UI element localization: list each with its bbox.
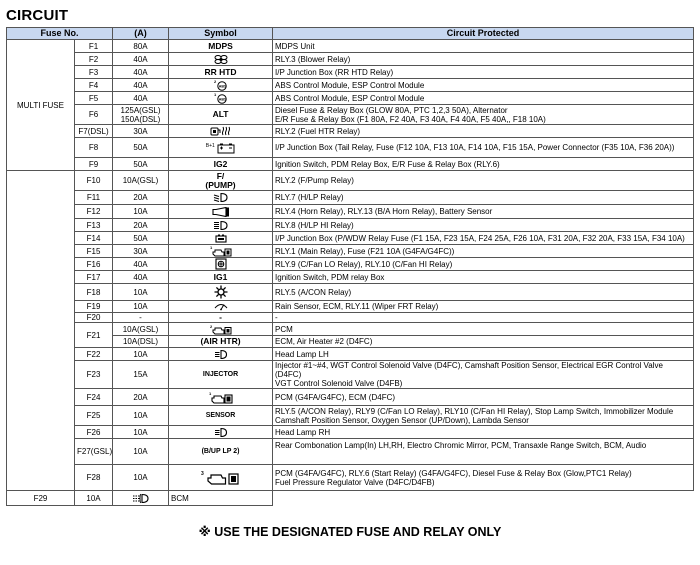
circuit-text: ABS Control Module, ESP Control Module (273, 92, 694, 105)
circuit-text: Fuel Pressure Regulator Valve (D4FC/D4FB) (275, 477, 435, 487)
table-row (7, 348, 694, 361)
circuit-text: Ignition Switch, PDM relay Box (273, 271, 694, 284)
symbol-cell (169, 191, 273, 205)
symbol-cell (169, 389, 273, 406)
symbol-text: (PUMP) (205, 179, 236, 190)
fuse-no: F23 (75, 361, 113, 389)
fuse-no: F12 (75, 205, 113, 219)
fuse-no: F3 (75, 66, 113, 79)
symbol-text: INJECTOR (169, 361, 273, 389)
symbol-cell (169, 323, 273, 336)
symbol-text: RR HTD (169, 66, 273, 79)
table-row (7, 245, 694, 258)
fuse-amp: 40A (113, 79, 169, 92)
circuit-text: Ignition Switch, PDM Relay Box, E/R Fuse & Relay Box (RLY.6) (273, 158, 694, 171)
fuse-amp: 10A (113, 439, 169, 465)
symbol-text: MDPS (169, 40, 273, 53)
circuit-text: Injector #1~#4, WGT Control Solenoid Valve (D4FC), Camshaft Position Sensor, Electrical EGR Control Valve (D4FC) (275, 361, 663, 379)
fuse-no: F6 (75, 105, 113, 125)
fuse-amp: 10A (113, 348, 169, 361)
svg-text:2: 2 (209, 323, 212, 329)
page-title: CIRCUIT (6, 7, 69, 24)
table-row (7, 301, 694, 313)
fuse-no: F10 (75, 171, 113, 191)
table-row (7, 439, 694, 465)
circuit-text: RLY.1 (Main Relay), Fuse (F21 10A (G4FA/G4FC)) (273, 245, 694, 258)
symbol-cell (169, 219, 273, 232)
svg-text:2: 2 (213, 79, 216, 84)
circuit-text: ECM, Air Heater #2 (D4FC) (273, 336, 694, 348)
fuse-no: F4 (75, 79, 113, 92)
table-row (7, 232, 694, 245)
svg-text:ABS: ABS (218, 97, 226, 102)
symbol-text: IG1 (169, 271, 273, 284)
table-row (7, 191, 694, 205)
fuse-amp: 50A (113, 138, 169, 158)
ac-icon (214, 285, 228, 299)
fuse-amp: 10A(DSL) (113, 336, 169, 348)
svg-text:1: 1 (209, 245, 212, 250)
table-row (7, 491, 694, 506)
fuse-no: F28 (75, 465, 113, 491)
symbol-cell (113, 491, 169, 506)
fuse-amp: 50A (113, 158, 169, 171)
circuit-text: Head Lamp LH (273, 348, 694, 361)
fuse-amp: 30A (113, 245, 169, 258)
circuit-text: RLY.7 (H/LP Relay) (273, 191, 694, 205)
fuse-no: F5 (75, 92, 113, 105)
fuse-amp: 15A (113, 361, 169, 389)
circuit-text: Diesel Fuse & Relay Box (GLOW 80A, PTC 1,2,3 50A), Alternator (275, 105, 508, 115)
symbol-text: (AIR HTR) (169, 336, 273, 348)
engine-4-icon (206, 470, 240, 486)
fuse-no: F15 (75, 245, 113, 258)
table-row (7, 465, 694, 491)
fuse-amp-dsl: 150A(DSL) (120, 114, 161, 124)
table-row (7, 389, 694, 406)
circuit-text: RLY.4 (Horn Relay), RLY.13 (B/A Horn Relay), Battery Sensor (273, 205, 694, 219)
table-row (7, 79, 694, 92)
wiper-icon (214, 302, 228, 311)
table-row (7, 158, 694, 171)
circuit-text: RLY.5 (A/CON Relay), RLY9 (C/Fan LO Relay), RLY10 (C/Fan HI Relay), Stop Lamp Switch, Immobilizer Module (275, 406, 674, 416)
fuse-no: F7(DSL) (75, 125, 113, 138)
circuit-text: RLY.9 (C/Fan LO Relay), RLY.10 (C/Fan HI Relay) (273, 258, 694, 271)
circuit-text: RLY.2 (F/Pump Relay) (273, 171, 694, 191)
symbol-cell (169, 258, 273, 271)
fuse-amp: 10A(GSL) (113, 171, 169, 191)
low-beam-icon (213, 192, 229, 203)
group-multi-fuse: MULTI FUSE (7, 40, 75, 171)
symbol-text: (B/UP LP 2) (169, 439, 273, 465)
fuse-amp: 10A (113, 426, 169, 439)
circuit-text: PCM (G4FA/G4FC), RLY.6 (Start Relay) (G4FA/G4FC), Diesel Fuse & Relay Box (Glow,PTC1 Relay) (275, 468, 632, 478)
fuse-no: F25 (75, 406, 113, 426)
circuit-cell (273, 105, 694, 125)
footnote-warning: ※ USE THE DESIGNATED FUSE AND RELAY ONLY (198, 525, 502, 539)
symbol-superscript: B+1 (205, 142, 215, 149)
svg-text:1: 1 (213, 92, 216, 97)
fuse-amp: 10A (113, 301, 169, 313)
table-row (7, 426, 694, 439)
table-row (7, 406, 694, 426)
circuit-text: VGT Control Solenoid Valve (D4FB) (275, 379, 403, 388)
circuit-text: RLY.3 (Blower Relay) (273, 53, 694, 66)
circuit-text: Rear Combonation Lamp(In) LH,RH, Electro Chromic Mirror, PCM, Transaxle Range Switch, BCM, Audio (273, 439, 694, 465)
circuit-cell (273, 406, 694, 426)
circuit-text: Head Lamp RH (273, 426, 694, 439)
symbol-superscript: 3 (200, 470, 204, 477)
fuse-amp: 40A (113, 271, 169, 284)
fuse-no: F26 (75, 426, 113, 439)
fuse-amp: 40A (113, 66, 169, 79)
symbol-cell (169, 125, 273, 138)
header-amp: (A) (113, 28, 169, 40)
symbol-text: IG2 (169, 158, 273, 171)
table-row (7, 313, 694, 323)
symbol-cell (169, 171, 273, 191)
circuit-text: BCM (169, 491, 273, 506)
fuse-amp: 40A (113, 53, 169, 66)
junction-box-icon (214, 233, 228, 243)
symbol-cell (169, 138, 273, 158)
fog-lamp-icon (132, 493, 150, 504)
engine-3-icon (209, 391, 233, 404)
fuse-no: F21 (75, 323, 113, 348)
engine-1-icon (210, 245, 232, 257)
symbol-cell (169, 301, 273, 313)
group-blank (7, 171, 75, 491)
fuse-amp: 10A (113, 205, 169, 219)
circuit-text: I/P Junction Box (Tail Relay, Fuse (F12 10A, F13 10A, F14 10A, F15 15A, Power Connector (F35 10A, F36 20A)) (273, 138, 694, 158)
fuse-amp: 80A (113, 40, 169, 53)
symbol-cell (169, 232, 273, 245)
fuse-amp: 10A(GSL) (113, 323, 169, 336)
fuse-no: F29 (7, 491, 75, 506)
circuit-text: PCM (G4FA/G4FC), ECM (D4FC) (273, 389, 694, 406)
circuit-text: RLY.5 (A/CON Relay) (273, 284, 694, 301)
fuse-amp-gsl: 125A(GSL) (120, 105, 161, 115)
circuit-text: E/R Fuse & Relay Box (F1 80A, F2 40A, F3 40A, F4 40A, F5 40A,, F18 10A) (275, 114, 546, 124)
fuse-no: F27(GSL) (75, 439, 113, 465)
symbol-cell (169, 465, 273, 491)
fuse-no: F22 (75, 348, 113, 361)
fuse-no: F9 (75, 158, 113, 171)
horn-icon (212, 207, 230, 217)
fuse-amp (113, 105, 169, 125)
table-row (7, 219, 694, 232)
table-row (7, 105, 694, 125)
fuse-amp: 20A (113, 191, 169, 205)
symbol-text: F/ (216, 170, 225, 181)
svg-text:ABS: ABS (218, 84, 226, 89)
fuse-amp: 30A (113, 125, 169, 138)
fuse-amp: 10A (75, 491, 113, 506)
circuit-text: RLY.8 (H/LP HI Relay) (273, 219, 694, 232)
fuse-amp: 10A (113, 465, 169, 491)
fuse-no: F13 (75, 219, 113, 232)
symbol-cell (169, 92, 273, 105)
circuit-text: Rain Sensor, ECM, RLY.11 (Wiper FRT Relay) (273, 301, 694, 313)
fuse-no: F24 (75, 389, 113, 406)
table-row (7, 138, 694, 158)
abs-2-icon (213, 79, 229, 91)
fuse-amp: 50A (113, 232, 169, 245)
symbol-text: ALT (169, 105, 273, 125)
headlamp-rh-icon (214, 427, 228, 438)
symbol-text: PUMP (208, 179, 233, 190)
headlamp-lh-icon (214, 349, 228, 360)
symbol-cell (169, 348, 273, 361)
symbol-cell (169, 245, 273, 258)
fuse-no: F16 (75, 258, 113, 271)
fuse-no: F14 (75, 232, 113, 245)
table-row (7, 171, 694, 191)
fuse-amp: - (113, 313, 169, 323)
header-circuit: Circuit Protected (273, 28, 694, 40)
fuse-no: F18 (75, 284, 113, 301)
symbol-cell (169, 426, 273, 439)
fuse-table (6, 27, 694, 506)
circuit-text: - (273, 313, 694, 323)
symbol-cell (169, 53, 273, 66)
symbol-cell (169, 284, 273, 301)
svg-text:1: 1 (208, 390, 211, 396)
fuse-no: F2 (75, 53, 113, 66)
symbol-text: - (169, 313, 273, 323)
header-symbol: Symbol (169, 28, 273, 40)
fuse-amp: 40A (113, 92, 169, 105)
fuse-no: F20 (75, 313, 113, 323)
table-row (7, 205, 694, 219)
circuit-text: I/P Junction Box (P/WDW Relay Fuse (F1 15A, F23 15A, F24 25A, F26 10A, F31 20A, F32 20A, F33 15A, F34 10A) (273, 232, 694, 245)
abs-1-icon (213, 92, 229, 104)
table-row (7, 284, 694, 301)
table-row (7, 66, 694, 79)
circuit-text: ABS Control Module, ESP Control Module (273, 79, 694, 92)
fuse-no: F8 (75, 138, 113, 158)
battery-icon (217, 142, 235, 154)
fuse-amp: 20A (113, 389, 169, 406)
table-header-row (7, 28, 694, 40)
circuit-text: RLY.2 (Fuel HTR Relay) (273, 125, 694, 138)
fuse-no: F1 (75, 40, 113, 53)
fuse-amp: 10A (113, 406, 169, 426)
symbol-text: SENSOR (169, 406, 273, 426)
header-fuse-no: Fuse No. (7, 28, 113, 40)
table-row (7, 271, 694, 284)
engine-2-icon (210, 324, 232, 335)
circuit-cell (273, 465, 694, 491)
fuse-no: F19 (75, 301, 113, 313)
circuit-text: PCM (273, 323, 694, 336)
table-row (7, 40, 694, 53)
fuse-no: F11 (75, 191, 113, 205)
fan-icon (214, 54, 228, 65)
table-row (7, 53, 694, 66)
fuse-amp: 40A (113, 258, 169, 271)
circuit-text: MDPS Unit (273, 40, 694, 53)
circuit-text: Camshaft Position Sensor, Oxygen Sensor (UP/Down), Lambda Sensor (275, 415, 529, 425)
table-row (7, 361, 694, 389)
fuse-amp: 10A (113, 284, 169, 301)
high-beam-icon (213, 220, 229, 231)
fuse-amp: 20A (113, 219, 169, 232)
table-row (7, 125, 694, 138)
fuel-heater-icon (210, 126, 232, 137)
symbol-cell (169, 79, 273, 92)
table-row (7, 92, 694, 105)
fuse-no: F17 (75, 271, 113, 284)
table-row (7, 323, 694, 336)
table-row (7, 258, 694, 271)
circuit-text: I/P Junction Box (RR HTD Relay) (273, 66, 694, 79)
circuit-cell (273, 361, 694, 389)
fan-box-icon (214, 258, 228, 270)
symbol-cell (169, 205, 273, 219)
